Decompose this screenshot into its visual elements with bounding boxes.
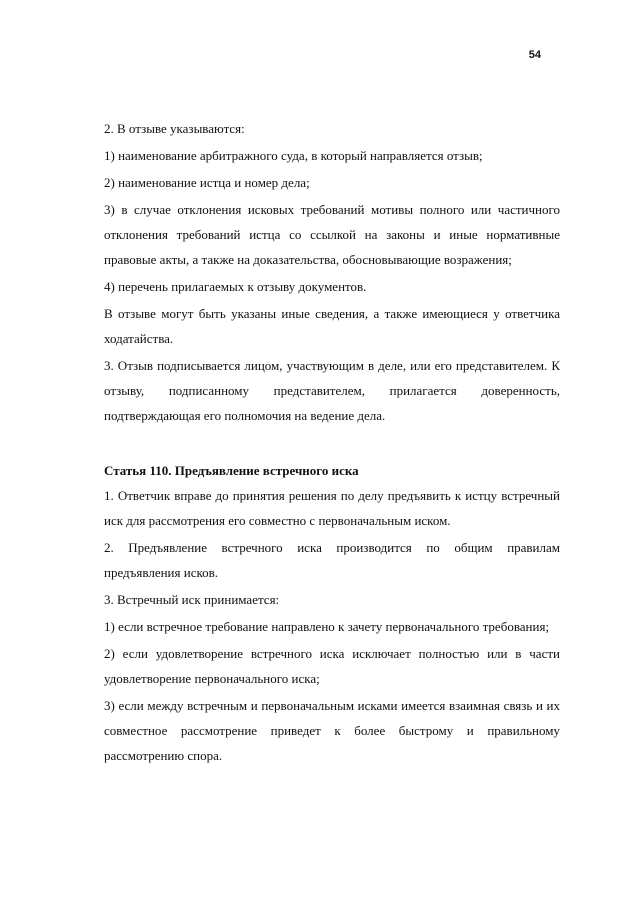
paragraph: 2. Предъявление встречного иска производится по общим правилам предъявления исков.: [104, 540, 560, 580]
paragraph: 1) если встречное требование направлено к зачету первоначального требования;: [104, 619, 550, 634]
article-title: Статья 110. Предъявление встречного иска: [104, 463, 359, 478]
paragraph: В отзыве могут быть указаны иные сведения, а также имеющиеся у ответчика ходатайства.: [104, 306, 560, 346]
paragraph: 2) если удовлетворение встречного иска исключает полностью или в части удовлетворение первоначального иска;: [104, 646, 560, 686]
page-number: 54: [528, 49, 541, 61]
paragraph: 1) наименование арбитражного суда, в который направляется отзыв;: [104, 148, 483, 163]
paragraph: 1. Ответчик вправе до принятия решения по делу предъявить к истцу встречный иск для рассмотрения его совместно с первоначальным иском.: [104, 488, 560, 528]
paragraph: 3. Отзыв подписывается лицом, участвующим в деле, или его представителем. К отзыву, подписанному представителем, прилагается доверенность, подтверждающая его полномочия на ведение дела.: [104, 358, 560, 423]
section-gap: [104, 430, 560, 458]
paragraph: 3) в случае отклонения исковых требований мотивы полного или частичного отклонения требований истца со ссылкой на законы и иные нормативные правовые акты, а также на доказательства, обосновывающие возражения;: [104, 202, 560, 267]
document-body: [104, 116, 560, 770]
paragraph: 2. В отзыве указываются:: [104, 121, 245, 136]
paragraph: 3. Встречный иск принимается:: [104, 592, 280, 607]
paragraph: 3) если между встречным и первоначальным исками имеется взаимная связь и их совместное рассмотрение приведет к более быстрому и правильному рассмотрению спора.: [104, 698, 560, 763]
paragraph: 2) наименование истца и номер дела;: [104, 175, 310, 190]
paragraph: 4) перечень прилагаемых к отзыву документов.: [104, 279, 367, 294]
